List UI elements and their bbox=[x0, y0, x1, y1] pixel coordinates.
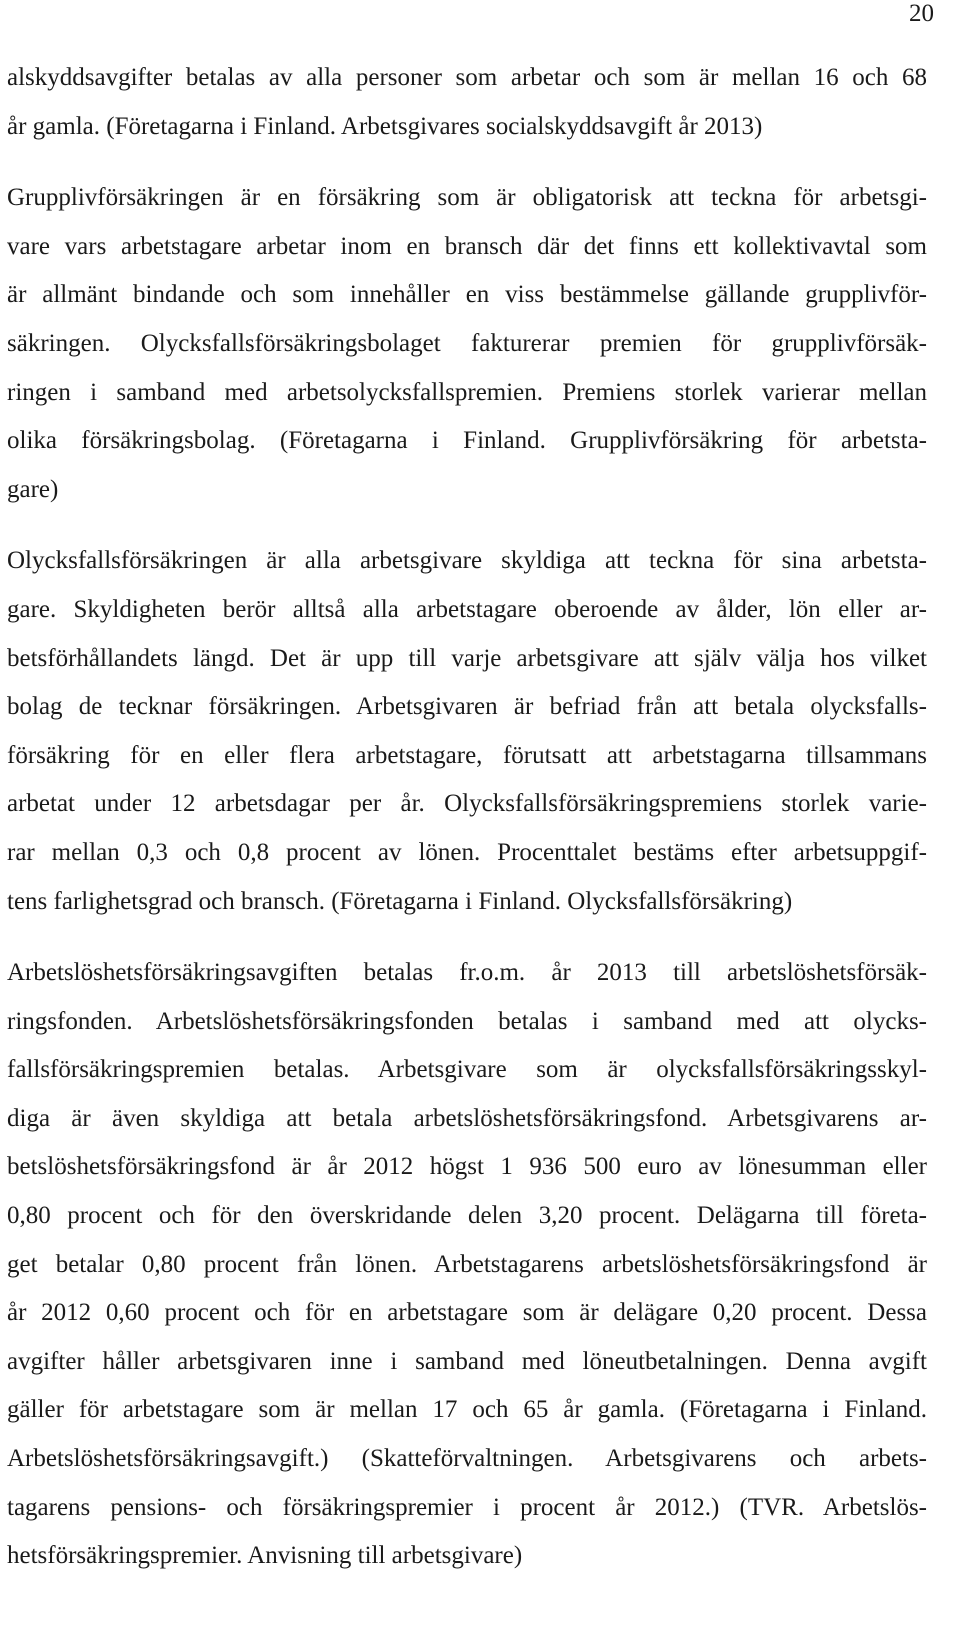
text-line: hetsförsäkringspremier. Anvisning till arbetsgivare) bbox=[7, 1542, 523, 1570]
text-line: vare vars arbetstagare arbetar inom en bransch där det finns ett kollektivavtal som bbox=[7, 232, 927, 260]
text-line: alskyddsavgifter betalas av alla personer som arbetar och som är mellan 16 och 68 bbox=[7, 64, 927, 91]
text-line: betslöshetsförsäkringsfond är år 2012 högst 1 936 500 euro av lönesumman eller bbox=[7, 1153, 927, 1181]
text-line: gäller för arbetstagare som är mellan 17 och 65 år gamla. (Företagarna i Finland. bbox=[7, 1396, 927, 1424]
text-line: diga är även skyldiga att betala arbetslöshetsförsäkringsfond. Arbetsgivarens ar- bbox=[7, 1104, 927, 1132]
text-line: get betalar 0,80 procent från lönen. Arbetstagarens arbetslöshetsförsäkringsfond är bbox=[7, 1250, 927, 1278]
text-line: år gamla. (Företagarna i Finland. Arbetsgivares socialskyddsavgift år 2013) bbox=[7, 112, 763, 140]
text-line: tens farlighetsgrad och bransch. (Företagarna i Finland. Olycksfallsförsäkring) bbox=[7, 887, 793, 915]
paragraph bbox=[7, 949, 927, 1581]
text-line: rar mellan 0,3 och 0,8 procent av lönen. Procenttalet bestäms efter arbetsuppgif- bbox=[7, 838, 927, 866]
text-line: ringen i samband med arbetsolycksfallspremien. Premiens storlek varierar mellan bbox=[7, 378, 927, 406]
text-line: Olycksfallsförsäkringen är alla arbetsgivare skyldiga att teckna för sina arbetsta- bbox=[7, 547, 927, 575]
text-line: är allmänt bindande och som innehåller en viss bestämmelse gällande grupplivför- bbox=[7, 281, 927, 309]
text-line: gare) bbox=[7, 475, 59, 503]
text-line: Grupplivförsäkringen är en försäkring som är obligatorisk att teckna för arbetsgi- bbox=[7, 184, 927, 212]
text-line: år 2012 0,60 procent och för en arbetstagare som är delägare 0,20 procent. Dessa bbox=[7, 1299, 927, 1327]
paragraph bbox=[7, 537, 927, 926]
text-line: ringsfonden. Arbetslöshetsförsäkringsfonden betalas i samband med att olycks- bbox=[7, 1007, 927, 1035]
text-line: tagarens pensions- och försäkringspremier i procent år 2012.) (TVR. Arbetslös- bbox=[7, 1493, 927, 1521]
text-line: säkringen. Olycksfallsförsäkringsbolaget fakturerar premien för grupplivförsäk- bbox=[7, 329, 927, 357]
text-line: olika försäkringsbolag. (Företagarna i Finland. Grupplivförsäkring för arbetsta- bbox=[7, 427, 927, 455]
text-line: betsförhållandets längd. Det är upp till varje arbetsgivare att själv välja hos vilket bbox=[7, 644, 927, 672]
text-line: bolag de tecknar försäkringen. Arbetsgivaren är befriad från att betala olycksfalls- bbox=[7, 693, 927, 721]
paragraph bbox=[7, 174, 927, 514]
text-line: arbetat under 12 arbetsdagar per år. Olycksfallsförsäkringspremiens storlek varie- bbox=[7, 790, 927, 818]
text-line: gare. Skyldigheten berör alltså alla arbetstagare oberoende av ålder, lön eller ar- bbox=[7, 595, 927, 623]
paragraph bbox=[7, 54, 927, 151]
text-line: Arbetslöshetsförsäkringsavgift.) (Skatteförvaltningen. Arbetsgivarens och arbets- bbox=[7, 1445, 927, 1473]
text-line: Arbetslöshetsförsäkringsavgiften betalas fr.o.m. år 2013 till arbetslöshetsförsäk- bbox=[7, 959, 927, 987]
text-line: försäkring för en eller flera arbetstagare, förutsatt att arbetstagarna tillsammans bbox=[7, 741, 927, 769]
text-line: avgifter håller arbetsgivaren inne i samband med löneutbetalningen. Denna avgift bbox=[7, 1347, 927, 1375]
document-body bbox=[7, 54, 927, 1604]
page-number: 20 bbox=[909, 0, 934, 27]
text-line: 0,80 procent och för den överskridande delen 3,20 procent. Delägarna till företa- bbox=[7, 1202, 927, 1230]
text-line: fallsförsäkringspremien betalas. Arbetsgivare som är olycksfallsförsäkringsskyl- bbox=[7, 1056, 927, 1084]
